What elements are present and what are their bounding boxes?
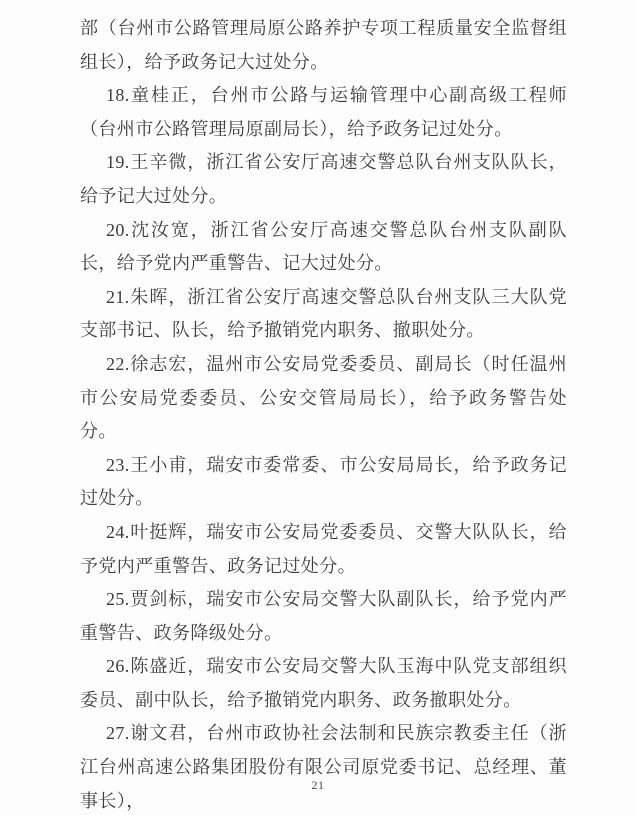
paragraph: 19.王辛微，浙江省公安厅高速交警总队台州支队队长，给予记大过处分。 — [80, 152, 567, 206]
page-number: 21 — [311, 778, 325, 792]
paragraph: 21.朱晖，浙江省公安厅高速交警总队台州支队三大队党支部书记、队长，给予撤销党内职务、撤职处分。 — [80, 286, 567, 341]
paragraph: 部（台州市公路管理局原公路养护专项工程质量安全监督组组长），给予政务记大过处分。 — [80, 18, 567, 72]
paragraph: 22.徐志宏，温州市公安局党委委员、副局长（时任温州市公安局党委委员、公安交管局局长），给予政务警告处分。 — [80, 353, 567, 442]
paragraph: 23.王小甫，瑞安市委常委、市公安局局长，给予政务记过处分。 — [80, 454, 567, 509]
paragraph: 20.沈汝宽，浙江省公安厅高速交警总队台州支队副队长，给予党内严重警告、记大过处分。 — [80, 219, 567, 274]
paragraph: 24.叶挺辉，瑞安市公安局党委委员、交警大队队长，给予党内严重警告、政务记过处分。 — [80, 521, 567, 576]
paragraph: 27.谢文君，台州市政协社会法制和民族宗教委主任（浙江台州高速公路集团股份有限公司原党委书记、总经理、董事长）， — [80, 723, 567, 811]
document-body — [80, 12, 567, 815]
paragraph: 26.陈盛近，瑞安市公安局交警大队玉海中队党支部组织委员、副中队长，给予撤销党内职务、政务撤职处分。 — [80, 656, 567, 710]
paragraph: 25.贾剑标，瑞安市公安局交警大队副队长，给予党内严重警告、政务降级处分。 — [80, 589, 567, 643]
paragraph: 18.童桂正，台州市公路与运输管理中心副高级工程师（台州市公路管理局原副局长），给予政务记过处分。 — [80, 85, 567, 139]
